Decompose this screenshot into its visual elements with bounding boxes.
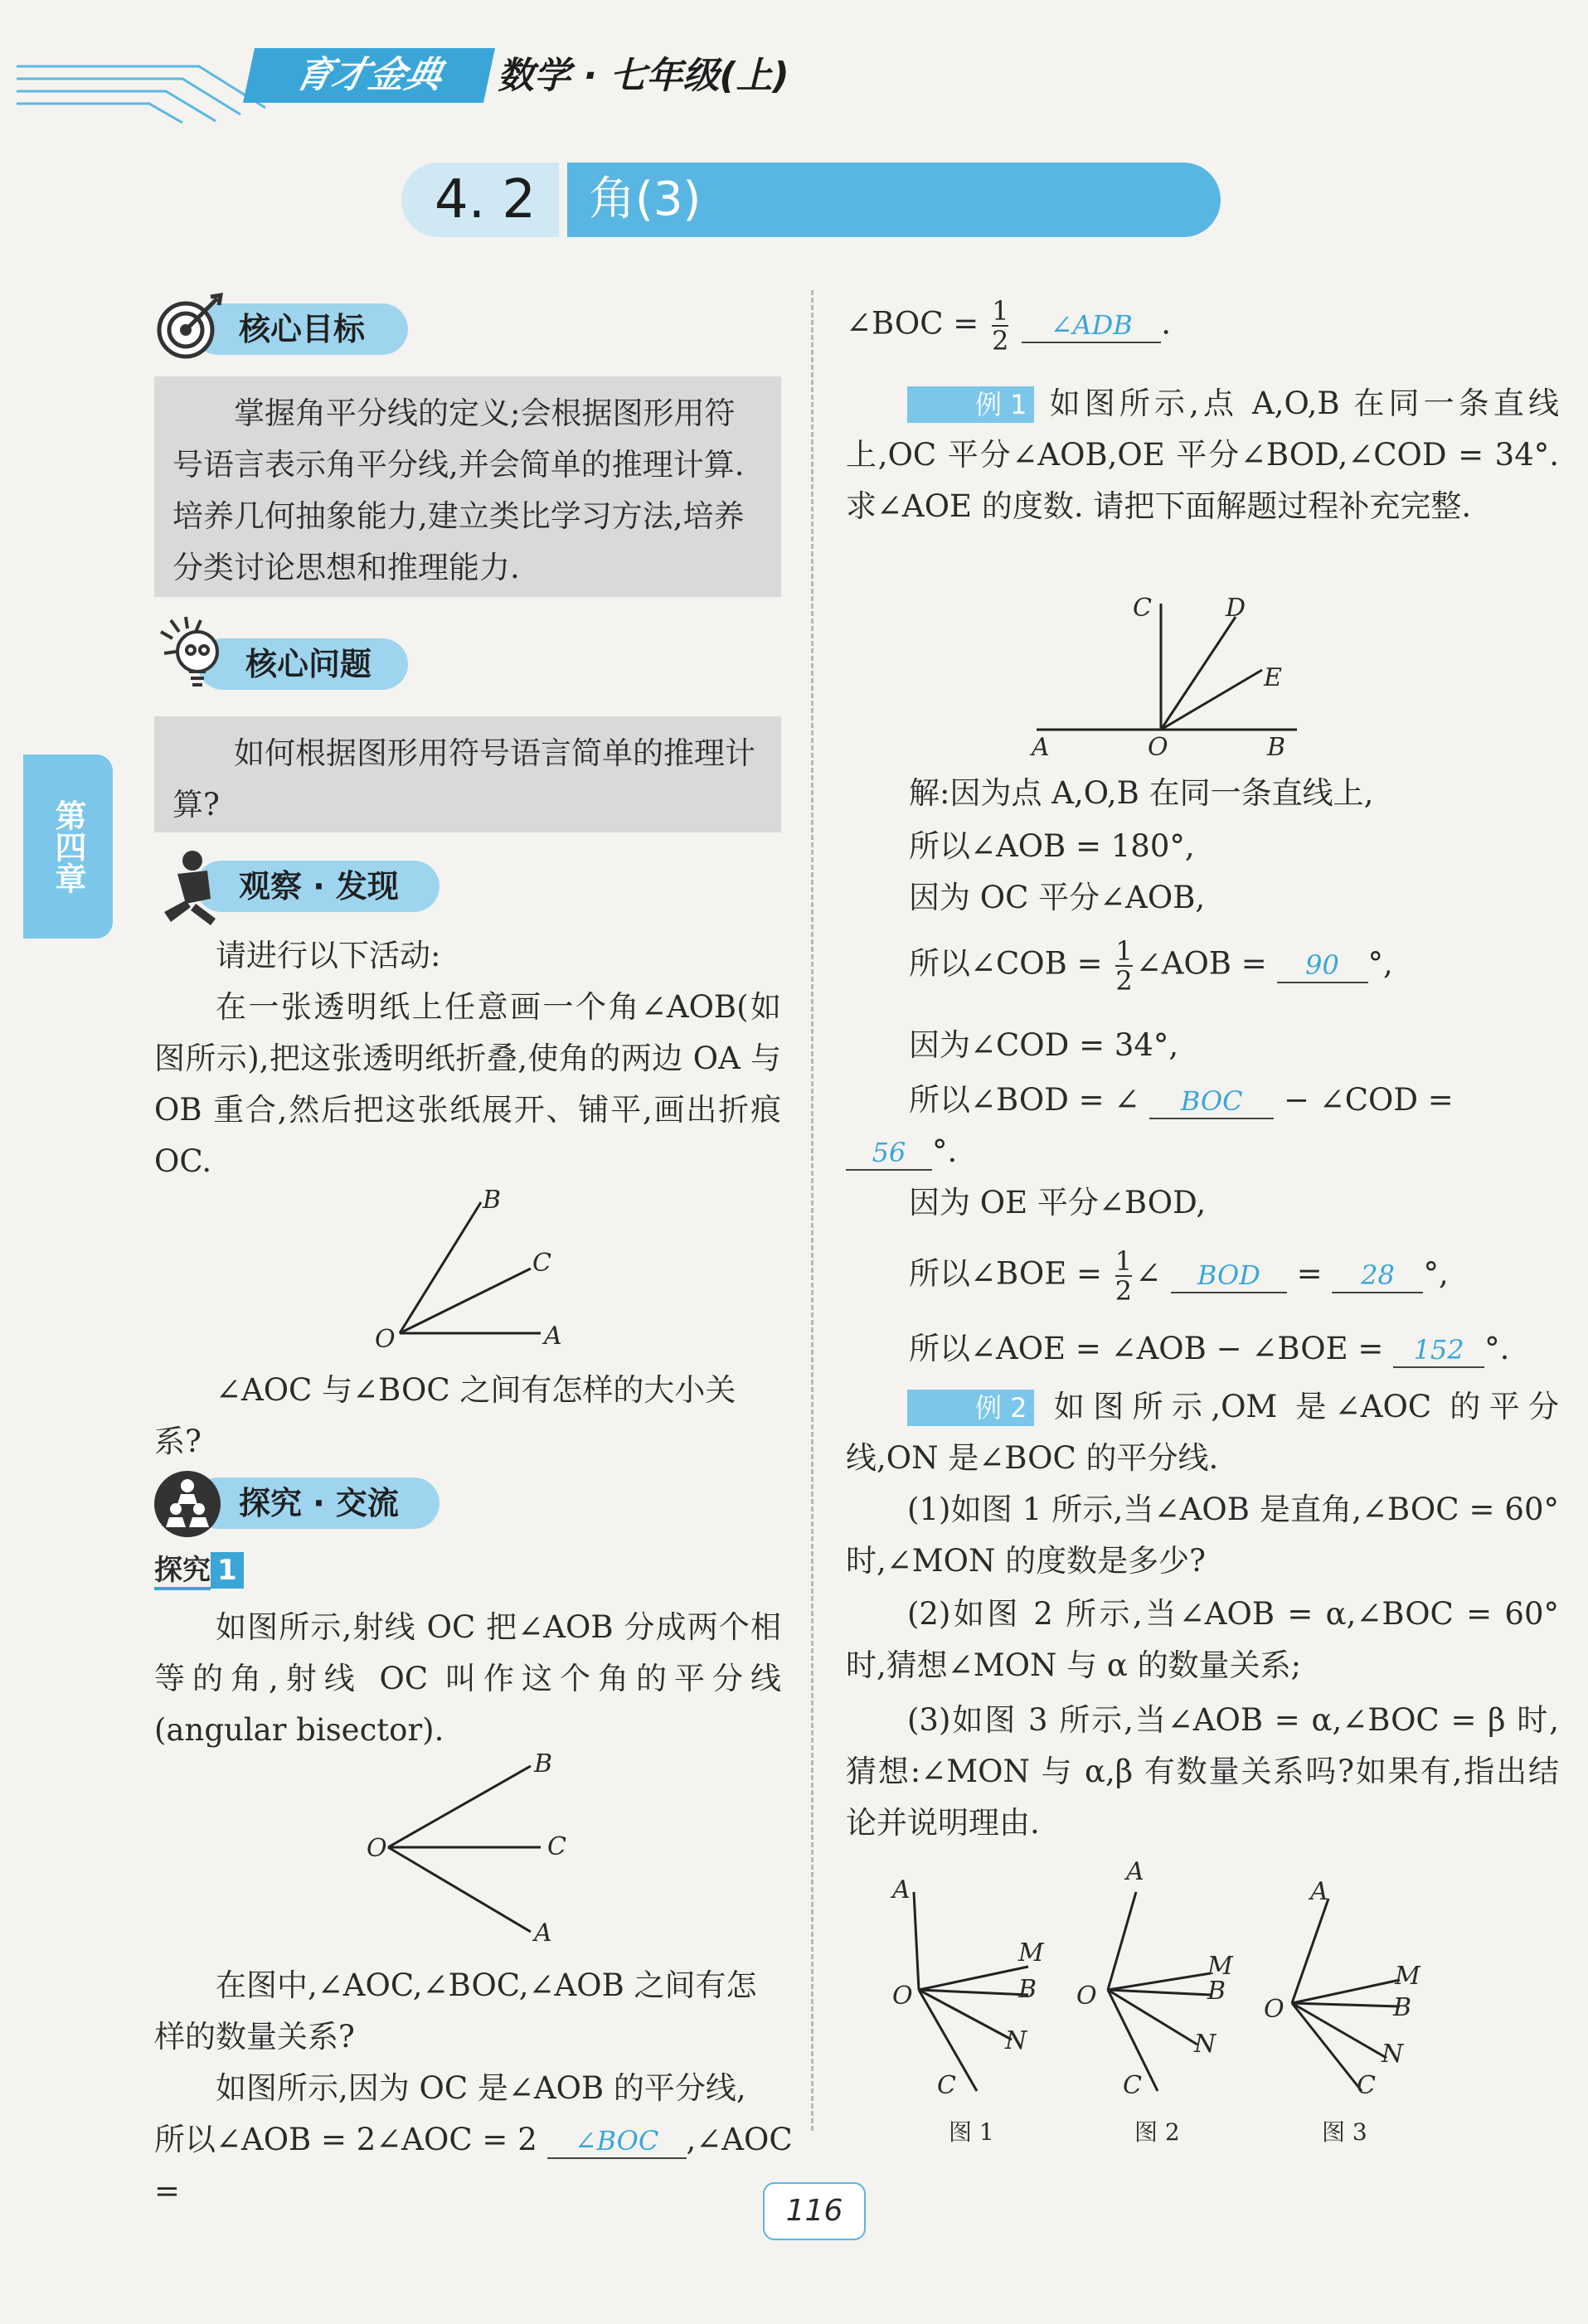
ex2f1-label-n: N — [1005, 2026, 1027, 2055]
ex2-caption-fig3: 图 3 — [1322, 2118, 1367, 2146]
goal-text: 掌握角平分线的定义;会根据图形用符号语言表示角平分线,并会简单的推理计算. 培养几何抽象能力,建立类比学习方法,培养分类讨论思想和推理能力. — [172, 395, 745, 585]
ex2f2-label-c: C — [1123, 2071, 1142, 2100]
fig2-label-o: O — [367, 1834, 387, 1863]
lesson-number: 4. 2 — [435, 169, 537, 230]
observe-p1: 请进行以下活动: — [216, 938, 441, 973]
example1-body: 如图所示,点 A,O,B 在同一条直线上,OC 平分∠AOB,OE 平分∠BOD,∠COD = 34°. 求∠AOE 的度数. 请把下面解题过程补充完整. — [846, 386, 1559, 524]
example2-q1: (1)如图 1 所示,当∠AOB 是直角,∠BOC = 60°时,∠MON 的度数是多少? — [846, 1492, 1559, 1579]
ex2f1-label-m: M — [1018, 1938, 1044, 1967]
example2-text — [846, 1381, 1559, 1484]
page-number: 116 — [763, 2182, 866, 2240]
ex1-label-e: E — [1264, 663, 1282, 692]
fig2-label-a: A — [534, 1919, 552, 1948]
explore-p5-a: ∠BOC = — [846, 305, 979, 342]
lightbulb-icon — [153, 614, 236, 696]
fig2-label-b: B — [534, 1749, 553, 1778]
observe-p3: ∠AOC 与∠BOC 之间有怎样的大小关系? — [154, 1372, 736, 1459]
ex1-label-c: C — [1133, 594, 1152, 623]
ex1-step3: 因为 OC 平分∠AOB, — [909, 880, 1206, 915]
example2-body: 如图所示,OM 是∠AOC 的平分线,ON 是∠BOC 的平分线. — [846, 1389, 1559, 1476]
goal-box — [154, 376, 781, 597]
answer-blank-boc-2: BOC — [1149, 1084, 1274, 1119]
ex2f1-label-c: C — [937, 2071, 956, 2100]
explore-p2: 在图中,∠AOC,∠BOC,∠AOB 之间有怎样的数量关系? — [154, 1967, 757, 2055]
frac3-num: 1 — [1115, 1245, 1133, 1277]
answer-blank-adb: ∠ADB — [1022, 308, 1161, 343]
fig1-label-b: B — [483, 1186, 502, 1215]
ex1-label-b: B — [1267, 733, 1286, 762]
header-subject: 数学 · 七年级(上) — [498, 55, 789, 97]
explore-p4-b: ,∠AOC = — [154, 2122, 793, 2209]
observe-p2: 在一张透明纸上任意画一个角∠AOB(如图所示),把这张透明纸折叠,使角的两边 OA 与 OB 重合,然后把这张纸展开、铺平,画出折痕 OC. — [154, 989, 781, 1179]
question-title: 核心问题 — [245, 646, 372, 682]
ex1-step4 — [909, 937, 1393, 995]
answer-blank-bod: BOD — [1171, 1259, 1287, 1293]
example2-q2: (2)如图 2 所示,当∠AOB = α,∠BOC = 60°时,猜想∠MON 与 α 的数量关系; — [846, 1596, 1559, 1683]
ex2f3-label-m: M — [1395, 1962, 1420, 1991]
ex2f1-label-b: B — [1018, 1975, 1037, 2004]
lesson-title: 角(3) — [589, 172, 702, 226]
ex1-label-o: O — [1148, 733, 1168, 762]
fig1-label-a: A — [544, 1322, 562, 1351]
ex1-step9 — [909, 1247, 1449, 1305]
ex1-label-a: A — [1032, 733, 1050, 762]
ex1-step7 — [846, 1126, 957, 1177]
ex1-step4-b: ∠AOB = — [1135, 945, 1267, 982]
frac-num: 1 — [992, 295, 1009, 327]
example1-text — [846, 378, 1559, 532]
explore-p4-a: 所以∠AOB = 2∠AOC = 2 — [154, 2122, 537, 2157]
example2-q3: (3)如图 3 所示,当∠AOB = α,∠BOC = β 时,猜想:∠MON 与 α,β 有数量关系吗?如果有,指出结论并说明理由. — [846, 1702, 1559, 1841]
ex1-step7-b: °. — [932, 1133, 958, 1169]
ex2f3-label-c: C — [1357, 2071, 1376, 2100]
observe-title: 观察 · 发现 — [239, 868, 399, 905]
ex2f2-label-n: N — [1194, 2030, 1216, 2059]
answer-blank-90: 90 — [1277, 949, 1368, 983]
ex2f1-label-o: O — [892, 1982, 913, 2011]
ex1-step10 — [909, 1323, 1509, 1375]
explore-tag — [154, 1552, 244, 1592]
ex2f3-label-n: N — [1382, 2040, 1404, 2069]
frac2-den: 2 — [1115, 965, 1133, 997]
lesson-banner — [401, 163, 1221, 237]
ex2f2-label-b: B — [1207, 1977, 1226, 2006]
ex1-step5: 因为∠COD = 34°, — [909, 1027, 1179, 1063]
explore-p3: 如图所示,因为 OC 是∠AOB 的平分线, — [216, 2070, 746, 2106]
ex1-step6-b: − ∠COD = — [1283, 1082, 1454, 1118]
explore-p1: 如图所示,射线 OC 把∠AOB 分成两个相等的角,射线 OC 叫作这个角的平分线(angular bisector). — [154, 1609, 781, 1748]
ex1-label-d: D — [1226, 594, 1246, 623]
ex2f3-label-o: O — [1264, 1995, 1284, 2024]
ex1-step8: 因为 OE 平分∠BOD, — [909, 1185, 1207, 1220]
page-header — [0, 33, 1588, 124]
ex1-step9-a: 所以∠BOE = — [909, 1255, 1102, 1292]
fig2-label-c: C — [547, 1832, 566, 1861]
explore-p5 — [846, 297, 1559, 355]
explore-title: 探究 · 交流 — [239, 1485, 399, 1521]
header-lines-decoration — [17, 50, 282, 124]
fig1-label-o: O — [375, 1325, 396, 1354]
ex1-step9-d: °, — [1423, 1255, 1449, 1292]
fraction-half — [992, 297, 1008, 355]
frac3-den: 2 — [1115, 1275, 1133, 1307]
frac-den: 2 — [992, 325, 1009, 357]
frac2-num: 1 — [1115, 935, 1133, 967]
ex2f3-label-a: A — [1310, 1877, 1328, 1906]
people-group-icon — [153, 1468, 227, 1542]
ex1-step4-c: °, — [1367, 945, 1393, 982]
column-divider — [811, 290, 813, 2131]
explore-p5-b: . — [1161, 305, 1171, 342]
chapter-side-tab: 第四章 — [23, 754, 113, 939]
answer-blank-56: 56 — [846, 1136, 932, 1171]
ex2f2-label-a: A — [1126, 1857, 1144, 1886]
reading-person-icon — [153, 846, 227, 929]
ex1-step9-c: = — [1296, 1255, 1323, 1292]
ex2-caption-fig2: 图 2 — [1134, 2118, 1180, 2146]
ex1-step4-a: 所以∠COB = — [909, 945, 1103, 982]
ex2f2-label-o: O — [1076, 1982, 1097, 2011]
ex2f2-label-m: M — [1207, 1952, 1233, 1981]
ex1-step9-b: ∠ — [1135, 1255, 1162, 1292]
explore-tag-text: 探究 — [154, 1554, 211, 1590]
header-brand: 育才金典 — [243, 48, 495, 103]
question-box — [154, 716, 781, 832]
ex1-step10-a: 所以∠AOE = ∠AOB − ∠BOE = — [909, 1331, 1384, 1366]
ex1-step6-a: 所以∠BOD = ∠ — [909, 1082, 1140, 1118]
example2-label: 例 2 — [907, 1390, 1034, 1426]
ex1-step1: 解:因为点 A,O,B 在同一条直线上, — [909, 775, 1374, 811]
explore-p4 — [154, 2114, 809, 2217]
answer-blank-152: 152 — [1393, 1333, 1484, 1368]
answer-blank-28: 28 — [1332, 1259, 1423, 1293]
ex2-caption-fig1: 图 1 — [949, 2118, 994, 2146]
goal-title: 核心目标 — [239, 311, 366, 347]
target-icon — [153, 289, 227, 363]
ex1-step2: 所以∠AOB = 180°, — [909, 828, 1195, 864]
ex2f3-label-b: B — [1393, 1993, 1412, 2022]
answer-blank-boc: ∠BOC — [547, 2124, 687, 2159]
example1-label: 例 1 — [907, 386, 1034, 423]
fig1-label-c: C — [532, 1249, 551, 1278]
explore-tag-num: 1 — [211, 1552, 244, 1589]
ex2f1-label-a: A — [892, 1875, 911, 1904]
ex1-step6 — [909, 1075, 1454, 1126]
fraction-half-2 — [1115, 937, 1132, 995]
question-text: 如何根据图形用符号语言简单的推理计算? — [172, 735, 755, 822]
fraction-half-3 — [1115, 1247, 1132, 1305]
ex1-step10-b: °. — [1484, 1331, 1510, 1366]
